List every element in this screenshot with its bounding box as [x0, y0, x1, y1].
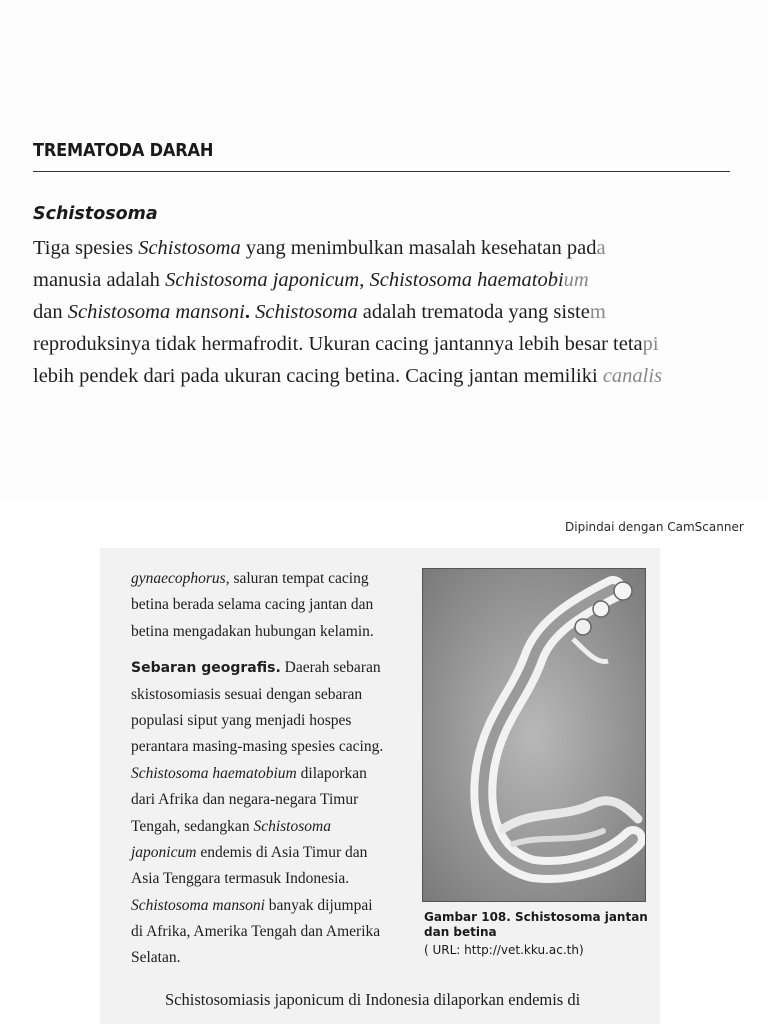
text-line — [131, 893, 421, 919]
schistosoma-worm-image — [423, 569, 645, 901]
figure-caption — [424, 910, 654, 959]
camscanner-watermark: Dipindai dengan CamScanner — [565, 520, 744, 534]
text-line — [131, 840, 421, 866]
text-segment: dari Afrika dan negara-negara Timur — [131, 791, 359, 809]
text-segment: dilaporkan — [296, 764, 367, 782]
text-segment: perantara masing-masing spesies cacing. — [131, 738, 384, 756]
text-line — [33, 360, 768, 392]
text-segment: betina mengadakan hubungan kelamin. — [131, 622, 374, 640]
text-segment: banyak dijumpai — [264, 896, 373, 914]
text-line — [33, 296, 768, 328]
text-line — [131, 919, 421, 945]
text-segment: Schistosoma mansoni — [131, 896, 265, 914]
paragraph-gap — [131, 645, 421, 655]
text-segment: Selatan. — [131, 949, 181, 967]
text-line — [131, 619, 421, 645]
figure-caption-title: Gambar 108. Schistosoma jantan dan betina — [424, 910, 648, 939]
text-segment: lebih pendek dari pada ukuran cacing betina. Cacing jantan memiliki — [33, 365, 603, 387]
text-segment: , saluran tempat cacing — [225, 570, 369, 587]
text-segment: , — [359, 269, 370, 291]
text-segment: Schistosoma haematobi — [369, 269, 564, 291]
text-segment: dan — [33, 301, 68, 323]
text-segment: japonicum — [131, 843, 197, 861]
text-segment: Tengah, sedangkan — [131, 817, 254, 835]
heading-divider — [33, 171, 730, 172]
text-segment: Schistosoma — [138, 237, 241, 259]
text-segment: Daerah sebaran — [280, 659, 381, 677]
text-segment: adalah trematoda yang siste — [357, 301, 590, 323]
text-segment: betina berada selama cacing jantan dan — [131, 596, 374, 614]
text-line — [131, 734, 421, 760]
text-line — [131, 814, 421, 840]
text-segment: pi — [642, 333, 659, 355]
text-line — [33, 232, 768, 264]
text-segment: populasi siput yang menjadi hospes — [131, 711, 352, 729]
text-segment: Schistosoma — [253, 817, 331, 835]
text-line — [131, 945, 421, 971]
text-segment: di Afrika, Amerika Tengah dan Amerika — [131, 923, 381, 941]
text-segment: Schistosoma haematobium — [131, 764, 297, 782]
text-segment: . — [244, 301, 256, 323]
text-segment: m — [589, 301, 606, 323]
text-line — [131, 655, 421, 681]
text-segment: reproduksinya tidak hermafrodit. Ukuran cacing jantannya lebih besar teta — [33, 333, 643, 355]
schistosoma-photo — [422, 568, 646, 902]
text-segment: Sebaran geografis. — [131, 660, 281, 677]
text-segment: Schistosoma mansoni — [67, 301, 245, 323]
text-line — [131, 866, 421, 892]
text-segment: manusia adalah — [33, 269, 166, 291]
text-segment: endemis di Asia Timur dan — [196, 843, 368, 861]
text-segment: um — [563, 269, 589, 291]
text-line — [131, 682, 421, 708]
text-segment: Schistosoma japonicum — [165, 269, 360, 291]
text-segment: Asia Tenggara termasuk Indonesia. — [131, 870, 350, 888]
text-segment: canalis — [602, 365, 663, 387]
text-line — [131, 787, 421, 813]
scanned-bottom-line: Schistosomiasis japonicum di Indonesia dilaporkan endemis di — [165, 990, 581, 1009]
body-paragraph — [33, 232, 768, 392]
text-line — [33, 328, 768, 360]
text-line — [33, 264, 768, 296]
text-line — [131, 566, 421, 592]
text-segment: Schistosoma — [255, 301, 358, 323]
text-segment: Tiga spesies — [33, 237, 139, 259]
text-segment: skistosomiasis sesuai dengan sebaran — [131, 685, 363, 703]
scanned-text-column — [131, 566, 421, 972]
section-heading: TREMATODA DARAH — [33, 140, 214, 161]
figure-caption-url: ( URL: http://vet.kku.ac.th) — [424, 943, 584, 957]
text-line — [131, 761, 421, 787]
text-segment: a — [596, 237, 606, 259]
text-line — [131, 708, 421, 734]
text-segment: yang menimbulkan masalah kesehatan pad — [240, 237, 597, 259]
text-segment: gynaecophorus — [131, 570, 226, 587]
text-line — [131, 592, 421, 618]
subheading: Schistosoma — [33, 204, 158, 224]
